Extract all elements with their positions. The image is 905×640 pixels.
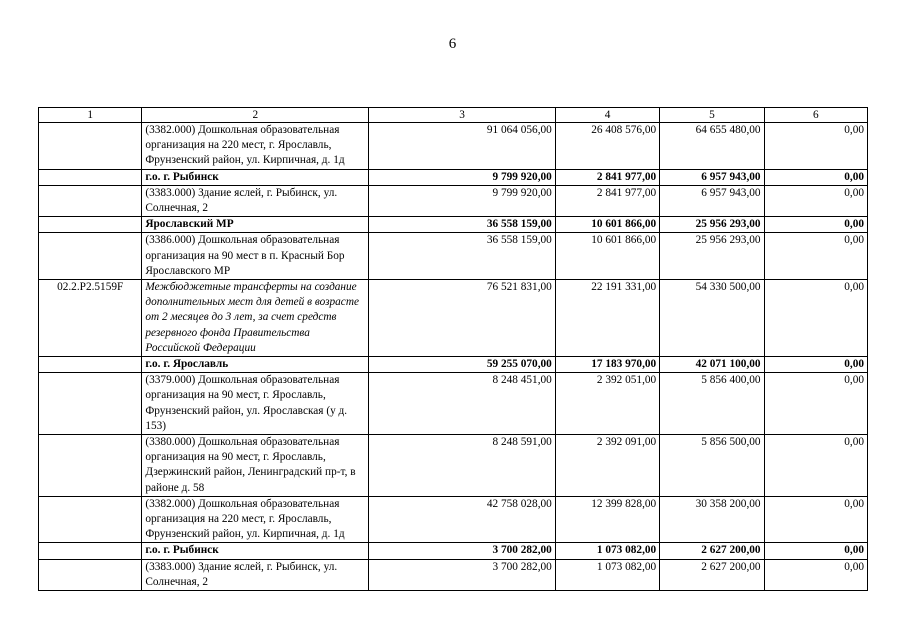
page-number: 6	[448, 36, 457, 52]
amount-col6-cell: 0,00	[764, 357, 867, 373]
table-row	[39, 280, 868, 357]
code-cell	[39, 233, 142, 280]
table-row	[39, 559, 868, 590]
column-header: 6	[764, 108, 867, 123]
total-amount-cell: 3 700 282,00	[369, 543, 555, 559]
total-amount-cell: 3 700 282,00	[369, 559, 555, 590]
amount-col4-cell: 17 183 970,00	[555, 357, 659, 373]
total-amount-cell: 91 064 056,00	[369, 123, 555, 170]
amount-col6-cell: 0,00	[764, 123, 867, 170]
code-cell	[39, 185, 142, 216]
column-header: 4	[555, 108, 659, 123]
amount-col6-cell: 0,00	[764, 373, 867, 435]
amount-col6-cell: 0,00	[764, 496, 867, 543]
code-cell	[39, 435, 142, 497]
description-cell: (3382.000) Дошкольная образовательная организация на 220 мест, г. Ярославль, Фрунзенский район, ул. Кирпичная, д. 1д	[142, 123, 369, 170]
total-amount-cell: 9 799 920,00	[369, 169, 555, 185]
column-header: 1	[39, 108, 142, 123]
total-amount-cell: 9 799 920,00	[369, 185, 555, 216]
amount-col6-cell: 0,00	[764, 185, 867, 216]
amount-col6-cell: 0,00	[764, 435, 867, 497]
description-cell: (3379.000) Дошкольная образовательная организация на 90 мест, г. Ярославль, Фрунзенский район, ул. Ярославская (у д. 153)	[142, 373, 369, 435]
amount-col5-cell: 64 655 480,00	[660, 123, 764, 170]
total-amount-cell: 8 248 451,00	[369, 373, 555, 435]
table-row	[39, 496, 868, 543]
description-cell: (3383.000) Здание яслей, г. Рыбинск, ул. Солнечная, 2	[142, 185, 369, 216]
amount-col4-cell: 1 073 082,00	[555, 543, 659, 559]
amount-col6-cell: 0,00	[764, 217, 867, 233]
column-header: 3	[369, 108, 555, 123]
amount-col4-cell: 2 392 051,00	[555, 373, 659, 435]
table-row	[39, 373, 868, 435]
total-amount-cell: 36 558 159,00	[369, 233, 555, 280]
code-cell	[39, 217, 142, 233]
code-cell	[39, 373, 142, 435]
amount-col6-cell: 0,00	[764, 169, 867, 185]
code-cell	[39, 169, 142, 185]
table-row	[39, 123, 868, 170]
description-cell: г.о. г. Рыбинск	[142, 543, 369, 559]
amount-col4-cell: 1 073 082,00	[555, 559, 659, 590]
code-cell: 02.2.P2.5159F	[39, 280, 142, 357]
description-cell: (3383.000) Здание яслей, г. Рыбинск, ул. Солнечная, 2	[142, 559, 369, 590]
amount-col4-cell: 26 408 576,00	[555, 123, 659, 170]
amount-col4-cell: 10 601 866,00	[555, 217, 659, 233]
amount-col5-cell: 6 957 943,00	[660, 185, 764, 216]
table-row	[39, 233, 868, 280]
description-cell: г.о. г. Рыбинск	[142, 169, 369, 185]
table-header-row	[39, 108, 868, 123]
total-amount-cell: 59 255 070,00	[369, 357, 555, 373]
code-cell	[39, 123, 142, 170]
code-cell	[39, 559, 142, 590]
amount-col5-cell: 2 627 200,00	[660, 543, 764, 559]
column-header: 2	[142, 108, 369, 123]
subtotal-row	[39, 217, 868, 233]
amount-col5-cell: 5 856 500,00	[660, 435, 764, 497]
description-cell: (3380.000) Дошкольная образовательная организация на 90 мест, г. Ярославль, Дзержинский район, Ленинградский пр-т, в районе д. 58	[142, 435, 369, 497]
description-cell: Ярославский МР	[142, 217, 369, 233]
amount-col5-cell: 42 071 100,00	[660, 357, 764, 373]
amount-col5-cell: 25 956 293,00	[660, 217, 764, 233]
amount-col5-cell: 6 957 943,00	[660, 169, 764, 185]
table-row	[39, 435, 868, 497]
amount-col5-cell: 54 330 500,00	[660, 280, 764, 357]
description-cell: г.о. г. Ярославль	[142, 357, 369, 373]
amount-col4-cell: 2 841 977,00	[555, 169, 659, 185]
subtotal-row	[39, 543, 868, 559]
amount-col5-cell: 2 627 200,00	[660, 559, 764, 590]
total-amount-cell: 76 521 831,00	[369, 280, 555, 357]
amount-col5-cell: 5 856 400,00	[660, 373, 764, 435]
amount-col5-cell: 30 358 200,00	[660, 496, 764, 543]
amount-col4-cell: 12 399 828,00	[555, 496, 659, 543]
subtotal-row	[39, 357, 868, 373]
amount-col6-cell: 0,00	[764, 543, 867, 559]
amount-col6-cell: 0,00	[764, 280, 867, 357]
amount-col4-cell: 2 841 977,00	[555, 185, 659, 216]
amount-col4-cell: 2 392 091,00	[555, 435, 659, 497]
table-row	[39, 185, 868, 216]
code-cell	[39, 543, 142, 559]
description-cell: Межбюджетные трансферты на создание дополнительных мест для детей в возрасте от 2 месяцев до 3 лет, за счет средств резервного фонда Правительства Российской Федерации	[142, 280, 369, 357]
description-cell: (3386.000) Дошкольная образовательная организация на 90 мест в п. Красный Бор Ярославского МР	[142, 233, 369, 280]
code-cell	[39, 357, 142, 373]
description-cell: (3382.000) Дошкольная образовательная организация на 220 мест, г. Ярославль, Фрунзенский район, ул. Кирпичная, д. 1д	[142, 496, 369, 543]
amount-col6-cell: 0,00	[764, 233, 867, 280]
amount-col6-cell: 0,00	[764, 559, 867, 590]
total-amount-cell: 42 758 028,00	[369, 496, 555, 543]
total-amount-cell: 36 558 159,00	[369, 217, 555, 233]
budget-table	[38, 107, 868, 591]
amount-col5-cell: 25 956 293,00	[660, 233, 764, 280]
column-header: 5	[660, 108, 764, 123]
code-cell	[39, 496, 142, 543]
total-amount-cell: 8 248 591,00	[369, 435, 555, 497]
amount-col4-cell: 22 191 331,00	[555, 280, 659, 357]
subtotal-row	[39, 169, 868, 185]
amount-col4-cell: 10 601 866,00	[555, 233, 659, 280]
